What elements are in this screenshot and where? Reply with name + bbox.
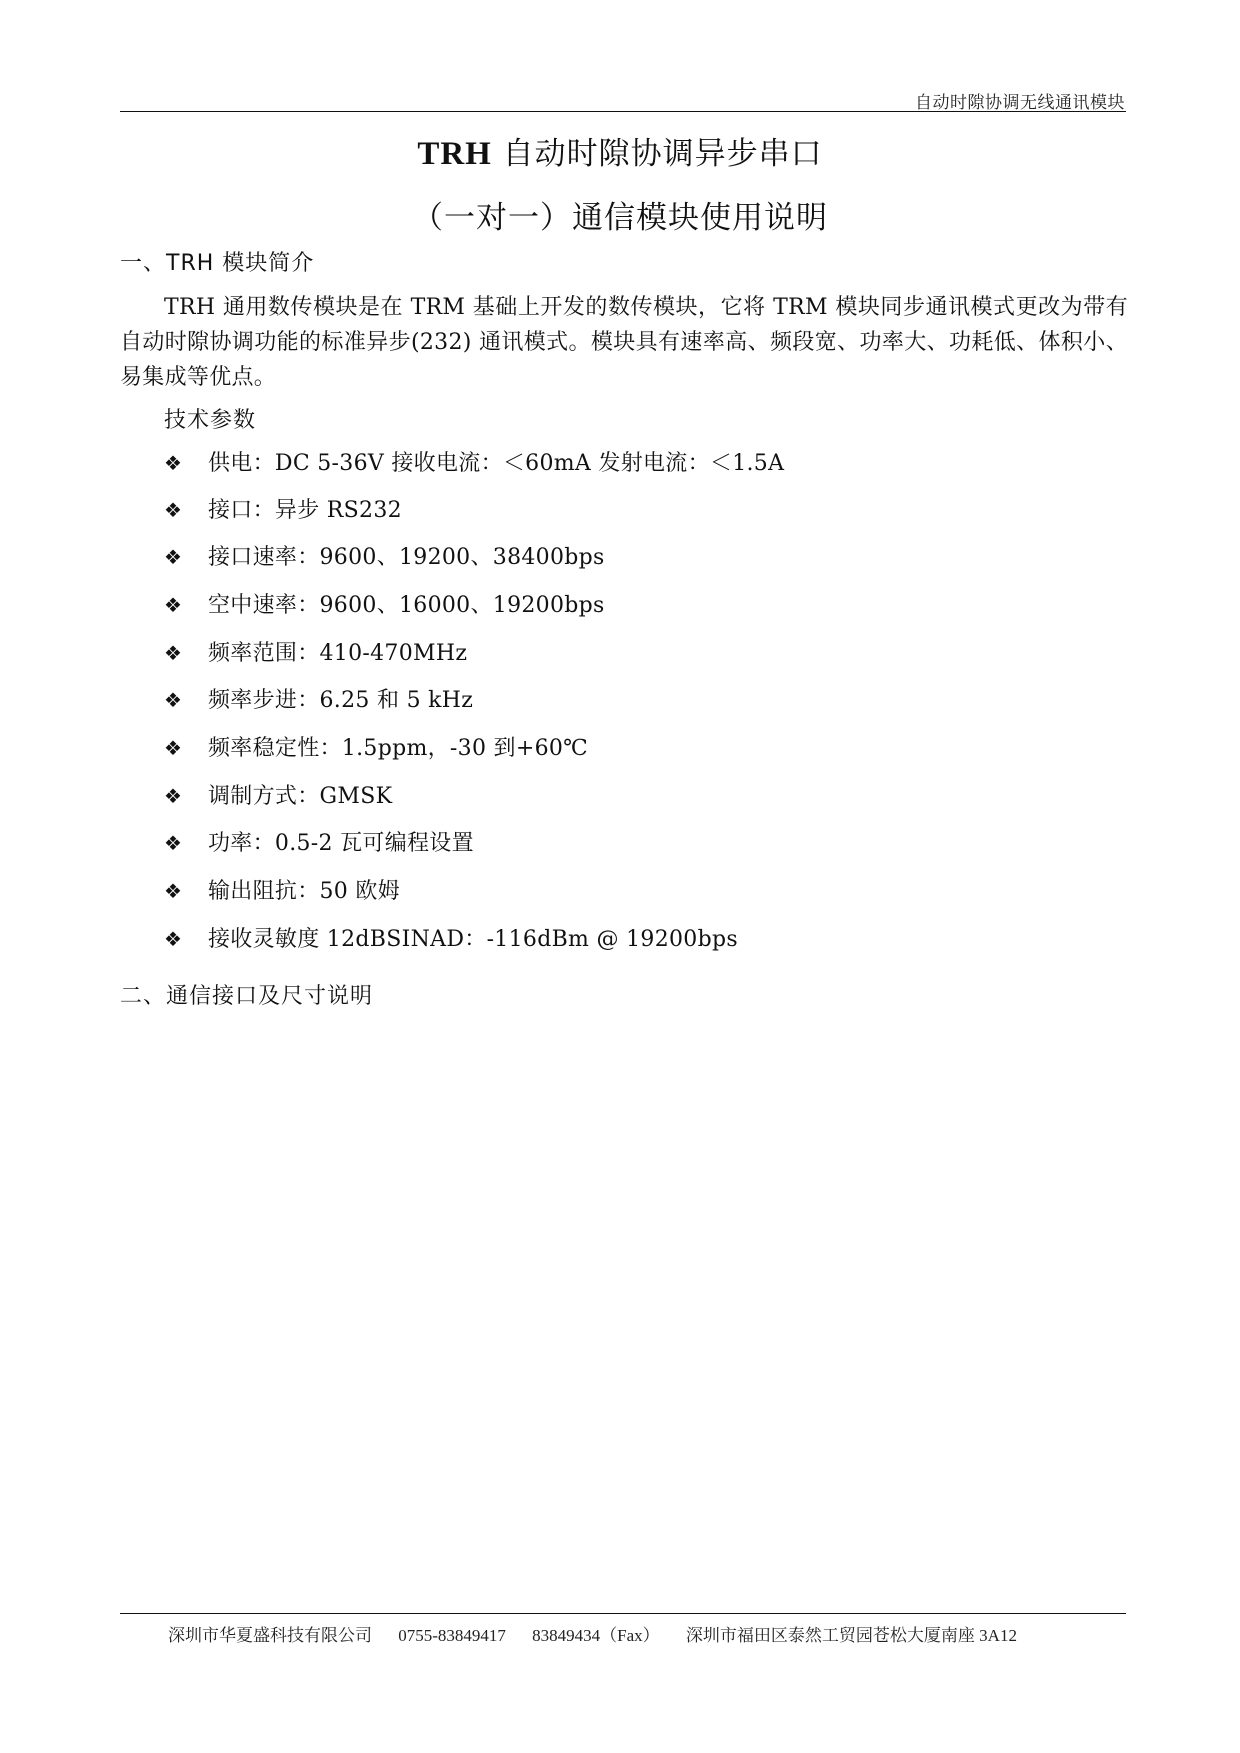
section-1-heading: 一、TRH 模块简介 — [120, 251, 315, 276]
header-divider — [120, 111, 1126, 112]
spec-item: ❖ 接收灵敏度 12dBSINAD：-116dBm @ 19200bps — [164, 927, 738, 952]
spec-item: ❖ 空中速率：9600、16000、19200bps — [164, 593, 605, 618]
title-product-code: TRH — [417, 136, 492, 172]
spec-item: ❖ 接口速率：9600、19200、38400bps — [164, 545, 605, 570]
diamond-bullet-icon: ❖ — [164, 593, 183, 617]
spec-item: ❖ 频率稳定性：1.5ppm，-30 到+60℃ — [164, 736, 589, 761]
diamond-bullet-icon: ❖ — [164, 831, 183, 855]
title-line-1-text: 自动时隙协调异步串口 — [491, 136, 823, 172]
document-title-line-2: （一对一）通信模块使用说明 — [412, 200, 828, 236]
footer-divider — [120, 1613, 1126, 1614]
diamond-bullet-icon: ❖ — [164, 498, 183, 522]
footer-company: 深圳市华夏盛科技有限公司 — [168, 1626, 372, 1645]
tech-params-heading: 技术参数 — [164, 408, 257, 433]
diamond-bullet-icon: ❖ — [164, 736, 183, 760]
spec-item: ❖ 调制方式：GMSK — [164, 784, 393, 809]
footer-phone: 0755-83849417 — [398, 1626, 506, 1645]
footer-fax: 83849434（Fax） — [532, 1626, 660, 1645]
running-header: 自动时隙协调无线通讯模块 — [915, 93, 1125, 113]
spec-item: ❖ 输出阻抗：50 欧姆 — [164, 879, 400, 904]
spec-item: ❖ 频率步进：6.25 和 5 kHz — [164, 688, 474, 713]
diamond-bullet-icon: ❖ — [164, 641, 183, 665]
spec-item: ❖ 频率范围：410-470MHz — [164, 641, 468, 666]
diamond-bullet-icon: ❖ — [164, 927, 183, 951]
diamond-bullet-icon: ❖ — [164, 688, 183, 712]
spec-item: ❖ 接口：异步 RS232 — [164, 498, 402, 523]
diamond-bullet-icon: ❖ — [164, 784, 183, 808]
spec-item: ❖ 功率：0.5-2 瓦可编程设置 — [164, 831, 474, 856]
section-2-heading: 二、通信接口及尺寸说明 — [120, 984, 374, 1009]
diamond-bullet-icon: ❖ — [164, 451, 183, 475]
document-title-line-1 — [0, 128, 1240, 173]
intro-paragraph: TRH 通用数传模块是在 TRM 基础上开发的数传模块，它将 TRM 模块同步通讯模式更改为带有自动时隙协调功能的标准异步(232) 通讯模式。模块具有速率高、频段宽、功率大、功耗低、体积小、易集成等优点。 — [120, 295, 1128, 390]
footer-address: 深圳市福田区泰然工贸园苍松大厦南座 3A12 — [685, 1626, 1017, 1645]
diamond-bullet-icon: ❖ — [164, 879, 183, 903]
diamond-bullet-icon: ❖ — [164, 545, 183, 569]
page-footer — [168, 1621, 1039, 1646]
spec-item: ❖ 供电：DC 5-36V 接收电流：＜60mA 发射电流：＜1.5A — [164, 451, 785, 476]
